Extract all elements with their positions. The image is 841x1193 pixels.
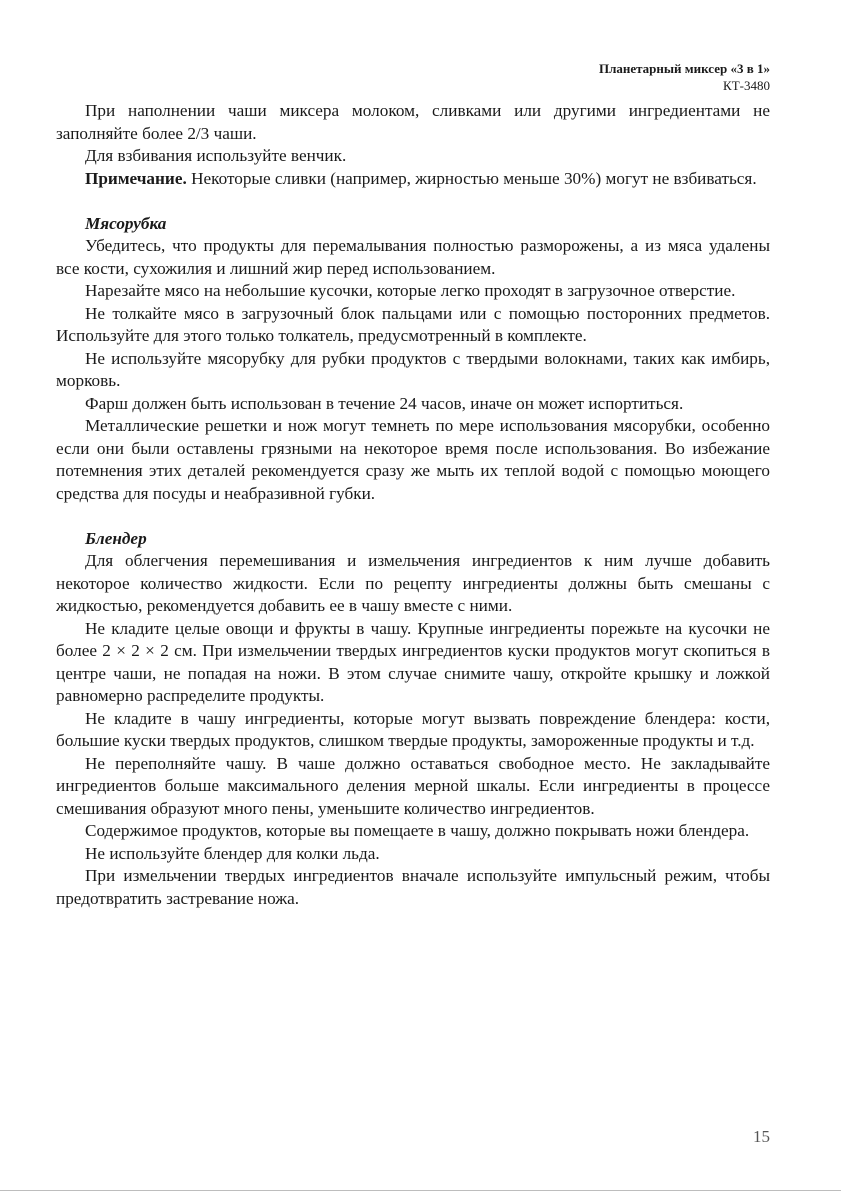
note-paragraph xyxy=(56,168,770,191)
model-number: КТ-3480 xyxy=(723,78,770,93)
blender-paragraph: Содержимое продуктов, которые вы помещаете в чашу, должно покрывать ножи блендера. xyxy=(85,821,750,840)
blender-paragraph: Не используйте блендер для колки льда. xyxy=(85,843,380,863)
meat-grinder-paragraph: Нарезайте мясо на небольшие кусочки, которые легко проходят в загрузочное отверстие. xyxy=(85,281,736,300)
page-number: 15 xyxy=(753,1127,770,1146)
blender-paragraph: При измельчении твердых ингредиентов вначале используйте импульсный режим, чтобы предотвратить застревание ножа. xyxy=(56,866,770,908)
meat-grinder-paragraph: Не толкайте мясо в загрузочный блок пальцами или с помощью посторонних предметов. Используйте для этого только толкатель, предусмотренный в комплекте. xyxy=(56,303,770,345)
note-text: Некоторые сливки (например, жирностью меньше 30%) могут не взбиваться. xyxy=(186,168,757,188)
blender-paragraph: Не кладите в чашу ингредиенты, которые могут вызвать повреждение блендера: кости, большие куски твердых продуктов, слишком твердые продукты, замороженные продукты и т.д. xyxy=(56,708,770,750)
meat-grinder-paragraph: Не используйте мясорубку для рубки продуктов с твердыми волокнами, таких как имбирь, морковь. xyxy=(56,348,770,390)
section-heading-blender: Блендер xyxy=(85,528,147,548)
product-title: Планетарный миксер «3 в 1» xyxy=(598,61,770,76)
intro-paragraph: Для взбивания используйте венчик. xyxy=(85,146,347,165)
blender-paragraph: Не переполняйте чашу. В чаше должно оставаться свободное место. Не закладывайте ингредиентов больше максимального деления мерной шкалы. Если ингредиенты в процессе смешивания образуют много пены, уменьшите количество ингредиентов. xyxy=(56,753,770,818)
blender-paragraph: Не кладите целые овощи и фрукты в чашу. Крупные ингредиенты порежьте на кусочки не более 2 × 2 × 2 см. При измельчении твердых ингредиентов куски продуктов могут скопиться в центре чаши, не попадая на ножи. В этом случае снимите чашу, откройте крышку и ложкой равномерно распределите продукты. xyxy=(56,618,770,705)
intro-paragraph: При наполнении чаши миксера молоком, сливками или другими ингредиентами не заполняйте более 2/3 чаши. xyxy=(56,101,770,143)
blender-paragraph: Для облегчения перемешивания и измельчения ингредиентов к ним лучше добавить некоторое количество жидкости. Если по рецепту ингредиенты должны быть смешаны с жидкостью, рекомендуется добавить ее в чашу вместе с ними. xyxy=(56,551,770,615)
meat-grinder-paragraph: Фарш должен быть использован в течение 24 часов, иначе он может испортиться. xyxy=(85,393,684,413)
meat-grinder-paragraph: Металлические решетки и нож могут темнеть по мере использования мясорубки, особенно если они были оставлены грязными на некоторое время после использования. Во избежание потемнения этих деталей рекомендуется сразу же мыть их теплой водой с помощью моющего средства для посуды и неабразивной губки. xyxy=(56,416,770,503)
page-header xyxy=(599,60,770,94)
note-label: Примечание. xyxy=(85,168,187,188)
page-bottom-divider xyxy=(0,1190,841,1191)
page-content xyxy=(56,100,770,910)
section-heading-meat-grinder: Мясорубка xyxy=(85,213,167,233)
meat-grinder-paragraph: Убедитесь, что продукты для перемалывания полностью разморожены, а из мяса удалены все кости, сухожилия и лишний жир перед использованием. xyxy=(56,236,770,278)
